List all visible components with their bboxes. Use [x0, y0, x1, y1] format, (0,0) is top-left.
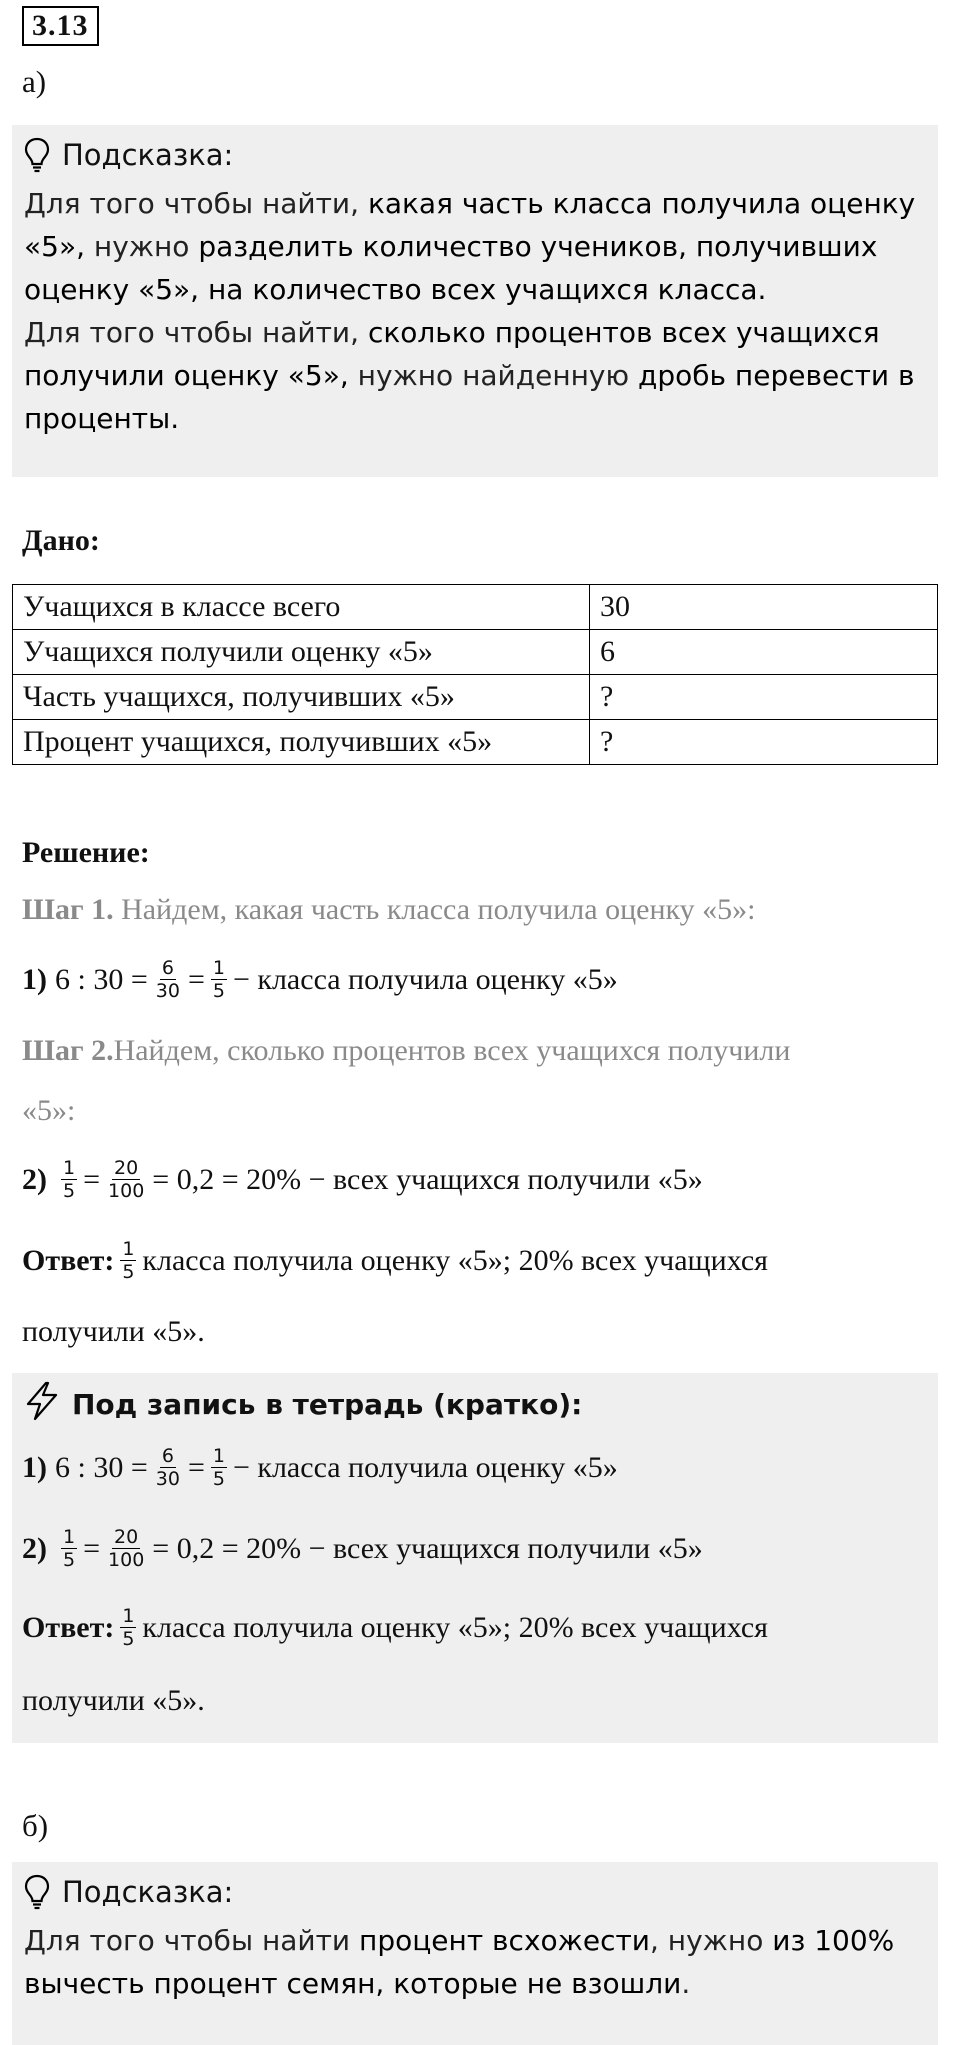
- fraction: $\frac{1}{5}$: [63, 1157, 76, 1202]
- fraction: $\frac{1}{5}$: [63, 1526, 76, 1571]
- fraction: $\frac{1}{5}$: [212, 1445, 225, 1490]
- hint-header: [24, 1870, 233, 1914]
- hint-emphasis: сколько процентов всех учащихся получили оценку «5»,: [24, 316, 880, 392]
- fraction: $\frac{20}{100}$: [108, 1157, 145, 1202]
- lightbulb-icon: [24, 1874, 50, 1910]
- line-1-lhs: 6 : 30 =: [55, 962, 148, 996]
- hint-emphasis: какая часть класса получила оценку «5»,: [24, 187, 916, 263]
- solution-line-2: [22, 1157, 703, 1202]
- hint-emphasis: из 100% вычесть процент семян, которые не взошли: [24, 1924, 895, 2000]
- note-answer: [22, 1605, 768, 1650]
- given-value: ?: [590, 720, 938, 765]
- hint-segment: , нужно: [650, 1924, 773, 1957]
- table-row: [13, 720, 938, 765]
- equals-sign: =: [187, 962, 205, 996]
- line-2-tail: = 0,2 = 20% − всех учащихся получили «5»: [152, 1162, 703, 1196]
- step-2: [22, 1034, 790, 1068]
- given-label: Учащихся получили оценку «5»: [13, 630, 590, 675]
- lightning-icon: [24, 1381, 60, 1428]
- given-value: 6: [590, 630, 938, 675]
- fraction: $\frac{1}{5}$: [122, 1238, 135, 1283]
- hint-segment: Для того чтобы найти,: [24, 316, 368, 349]
- given-value: 30: [590, 585, 938, 630]
- answer-label: Ответ:: [22, 1610, 115, 1644]
- table-row: [13, 630, 938, 675]
- step-1-label: Шаг 1.: [22, 893, 114, 926]
- step-2-text: Найдем, сколько процентов всех учащихся получили: [113, 1034, 791, 1067]
- fraction: $\frac{1}{5}$: [122, 1605, 135, 1650]
- hint-text-a: [24, 182, 924, 440]
- notebook-title: Под запись в тетрадь (кратко):: [72, 1387, 583, 1421]
- hint-box-b: [12, 1862, 938, 2045]
- part-a-label: а): [22, 64, 47, 99]
- lightbulb-icon: [24, 137, 50, 173]
- hint-segment: .: [681, 1967, 691, 2000]
- step-2-cont: «5»:: [22, 1094, 76, 1127]
- part-b-label: б): [22, 1808, 49, 1843]
- equals-sign: =: [187, 1450, 205, 1484]
- line-2-number: 2): [22, 1531, 47, 1565]
- answer-text: класса получила оценку «5»; 20% всех учащихся: [142, 1610, 768, 1644]
- step-1: [22, 893, 756, 927]
- notebook-box: [12, 1373, 938, 1743]
- table-row: [13, 585, 938, 630]
- hint-segment: Для того чтобы найти,: [24, 187, 368, 220]
- hint-header: [24, 133, 233, 177]
- given-value: ?: [590, 675, 938, 720]
- step-2-label: Шаг 2.: [22, 1034, 114, 1067]
- equals-sign: =: [83, 1531, 101, 1565]
- hint-title: Подсказка:: [62, 1875, 234, 1909]
- fraction: $\frac{20}{100}$: [108, 1526, 145, 1571]
- note-line-2: [22, 1526, 703, 1571]
- answer-cont: получили «5».: [22, 1315, 205, 1348]
- line-1-number: 1): [22, 962, 47, 996]
- given-label: Часть учащихся, получивших «5»: [13, 675, 590, 720]
- step-1-text: Найдем, какая часть класса получила оценку «5»:: [113, 893, 756, 926]
- line-2-tail: = 0,2 = 20% − всех учащихся получили «5»: [152, 1531, 703, 1565]
- line-1-tail: − класса получила оценку «5»: [232, 1450, 618, 1484]
- given-title: Дано:: [22, 524, 100, 557]
- line-1-number: 1): [22, 1450, 47, 1484]
- notebook-header: [24, 1381, 582, 1427]
- hint-segment: нужно: [84, 230, 199, 263]
- note-line-1: [22, 1445, 618, 1490]
- fraction: $\frac{6}{30}$: [155, 1445, 180, 1490]
- hint-emphasis: процент всхожести: [359, 1924, 650, 1957]
- problem-number: 3.13: [22, 6, 99, 46]
- answer: [22, 1238, 768, 1283]
- hint-segment: нужно найденную: [348, 359, 638, 392]
- given-label: Процент учащихся, получивших «5»: [13, 720, 590, 765]
- line-1-lhs: 6 : 30 =: [55, 1450, 148, 1484]
- hint-emphasis: дробь перевести в проценты.: [24, 359, 915, 435]
- line-2-number: 2): [22, 1162, 47, 1196]
- hint-text-b: [24, 1919, 924, 2005]
- solution-line-1: [22, 957, 618, 1002]
- solution-title: Решение:: [22, 836, 150, 869]
- fraction: $\frac{1}{5}$: [212, 957, 225, 1002]
- table-row: [13, 675, 938, 720]
- hint-title: Подсказка:: [62, 138, 234, 172]
- hint-box-a: [12, 125, 938, 477]
- hint-segment: Для того чтобы найти: [24, 1924, 360, 1957]
- answer-text: класса получила оценку «5»; 20% всех учащихся: [142, 1243, 768, 1277]
- hint-emphasis: разделить количество учеников, получивших оценку «5», на количество всех учащихся класса.: [24, 230, 878, 306]
- given-table: [12, 584, 938, 765]
- given-label: Учащихся в классе всего: [13, 585, 590, 630]
- hint-paragraph: [24, 1919, 924, 2005]
- fraction: $\frac{6}{30}$: [155, 957, 180, 1002]
- note-answer-cont: получили «5».: [22, 1684, 205, 1717]
- equals-sign: =: [83, 1162, 101, 1196]
- hint-paragraph: [24, 311, 924, 440]
- line-1-tail: − класса получила оценку «5»: [232, 962, 618, 996]
- hint-paragraph: [24, 182, 924, 311]
- answer-label: Ответ:: [22, 1243, 115, 1277]
